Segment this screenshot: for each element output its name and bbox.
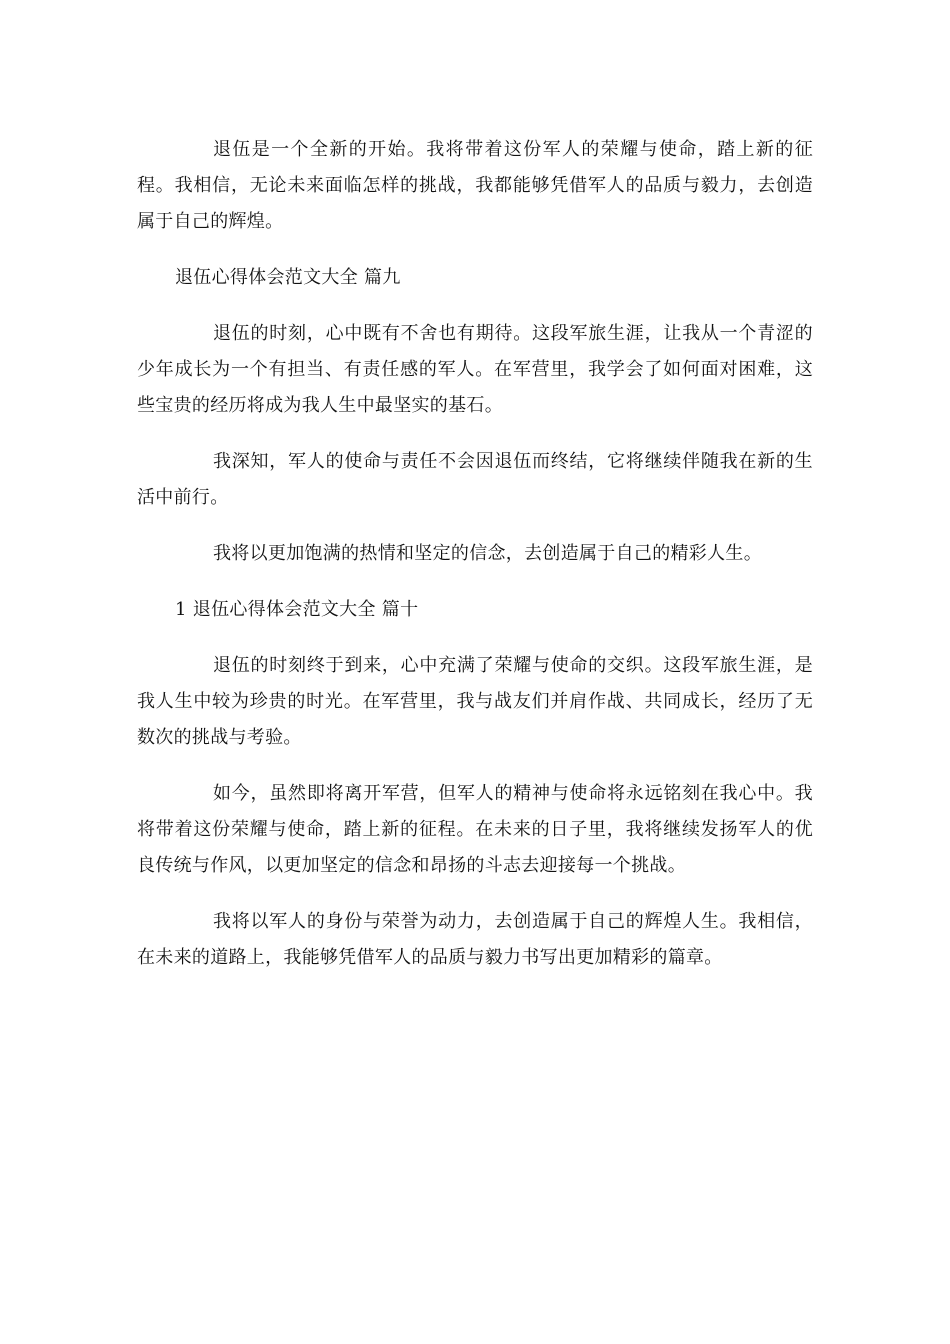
paragraph: 退伍的时刻终于到来，心中充满了荣耀与使命的交织。这段军旅生涯，是我人生中较为珍贵的时光。在军营里，我与战友们并肩作战、共同成长，经历了无数次的挑战与考验。 <box>137 655 813 748</box>
section-heading: 1 退伍心得体会范文大全 篇十 <box>175 599 419 620</box>
paragraph: 我将以军人的身份与荣誉为动力，去创造属于自己的辉煌人生。我相信，在未来的道路上，我能够凭借军人的品质与毅力书写出更加精彩的篇章。 <box>137 911 813 968</box>
paragraph: 如今，虽然即将离开军营，但军人的精神与使命将永远铭刻在我心中。我将带着这份荣耀与使命，踏上新的征程。在未来的日子里，我将继续发扬军人的优良传统与作风，以更加坚定的信念和昂扬的斗志去迎接每一个挑战。 <box>137 783 813 876</box>
paragraph: 我深知，军人的使命与责任不会因退伍而终结，它将继续伴随我在新的生活中前行。 <box>137 451 813 508</box>
section-heading: 退伍心得体会范文大全 篇九 <box>175 267 401 288</box>
paragraph: 退伍的时刻，心中既有不舍也有期待。这段军旅生涯，让我从一个青涩的少年成长为一个有担当、有责任感的军人。在军营里，我学会了如何面对困难，这些宝贵的经历将成为我人生中最坚实的基石。 <box>137 323 813 416</box>
paragraph: 我将以更加饱满的热情和坚定的信念，去创造属于自己的精彩人生。 <box>213 543 762 564</box>
document-body <box>137 132 813 996</box>
paragraph: 退伍是一个全新的开始。我将带着这份军人的荣耀与使命，踏上新的征程。我相信，无论未来面临怎样的挑战，我都能够凭借军人的品质与毅力，去创造属于自己的辉煌。 <box>137 139 813 232</box>
